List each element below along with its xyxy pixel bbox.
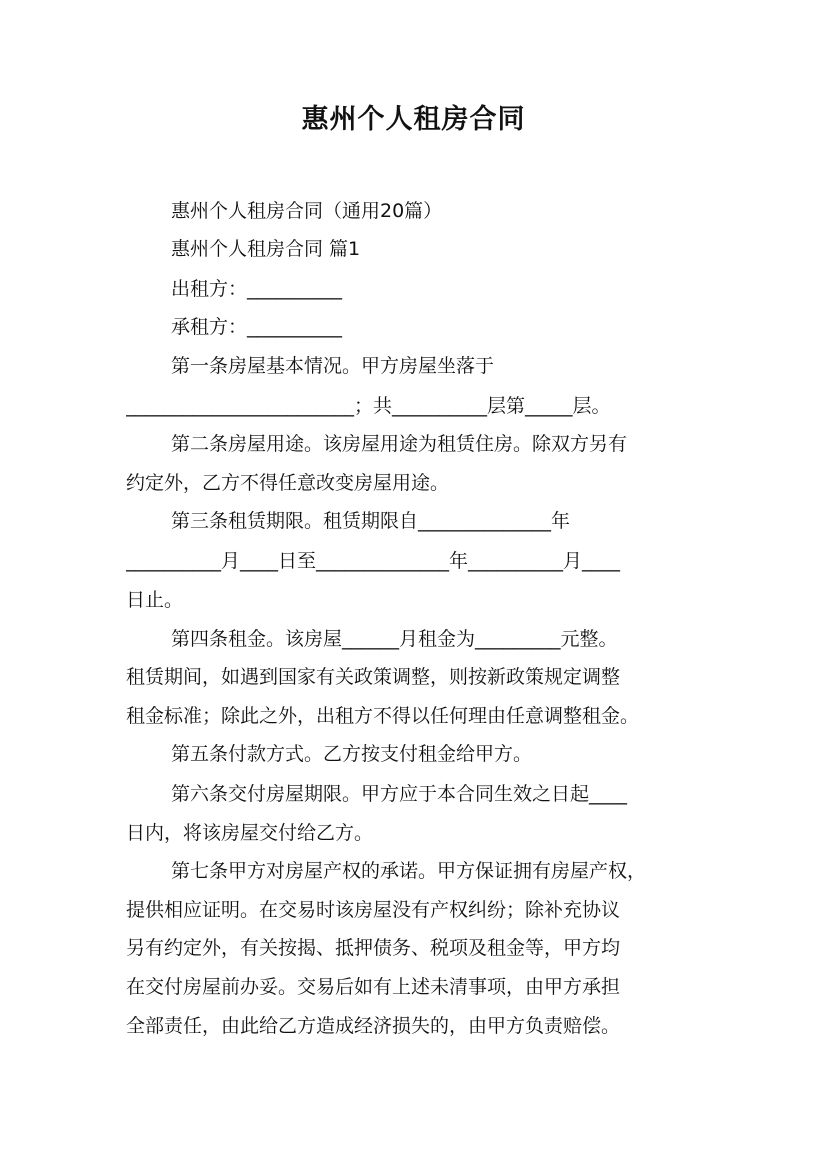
clause-5-line-1: 第五条付款方式。乙方按支付租金给甲方。	[171, 743, 533, 765]
clause-3-line-1	[171, 505, 702, 537]
clause-4-line-3: 租金标准；除此之外，出租方不得以任何理由任意调整租金。	[126, 705, 640, 727]
clause-3-line-3: 日止。	[126, 589, 184, 611]
clause-7-line-5: 全部责任，由此给乙方造成经济损失的，由甲方负责赔偿。	[126, 1015, 621, 1037]
clause-4-line-1: 第四条租金。该房屋______月租金为_________元整。	[171, 628, 618, 650]
lessee-field: 承租方：__________	[171, 316, 343, 338]
clause-2-line-2: 约定外，乙方不得任意改变房屋用途。	[126, 472, 450, 494]
lessor-field: 出租方：__________	[171, 278, 343, 300]
clause-6-line-2: 日内，将该房屋交付给乙方。	[126, 822, 374, 844]
clause-1-line-2: ________________________；共__________层第_____层。	[126, 395, 611, 417]
clause-7-line-1: 第七条甲方对房屋产权的承诺。甲方保证拥有房屋产权，	[171, 860, 647, 882]
clause-7-line-4: 在交付房屋前办妥。交易后如有上述未清事项，由甲方承担	[126, 976, 621, 998]
clause-1-line-1	[171, 350, 702, 382]
clause-6-line-1: 第六条交付房屋期限。甲方应于本合同生效之日起____	[171, 783, 628, 805]
clause-7-line-2: 提供相应证明。在交易时该房屋没有产权纠纷；除补充协议	[126, 899, 621, 921]
clause-7-line-3: 另有约定外，有关按揭、抵押债务、税项及租金等，甲方均	[126, 937, 621, 959]
clause-3-text: 第三条租赁期限。租赁期限自______________年	[171, 510, 571, 532]
document-title: 惠州个人租房合同	[301, 104, 526, 135]
clause-1-text: 第一条房屋基本情况。甲方房屋坐落于	[171, 355, 495, 377]
clause-2-line-1: 第二条房屋用途。该房屋用途为租赁住房。除双方另有	[171, 433, 628, 455]
clause-3-line-2: __________月____日至______________年__________月____	[126, 550, 621, 572]
section-heading: 惠州个人租房合同 篇1	[171, 238, 361, 260]
document-subtitle: 惠州个人租房合同（通用20篇）	[171, 200, 443, 222]
clause-4-line-2: 租赁期间，如遇到国家有关政策调整，则按新政策规定调整	[126, 666, 621, 688]
